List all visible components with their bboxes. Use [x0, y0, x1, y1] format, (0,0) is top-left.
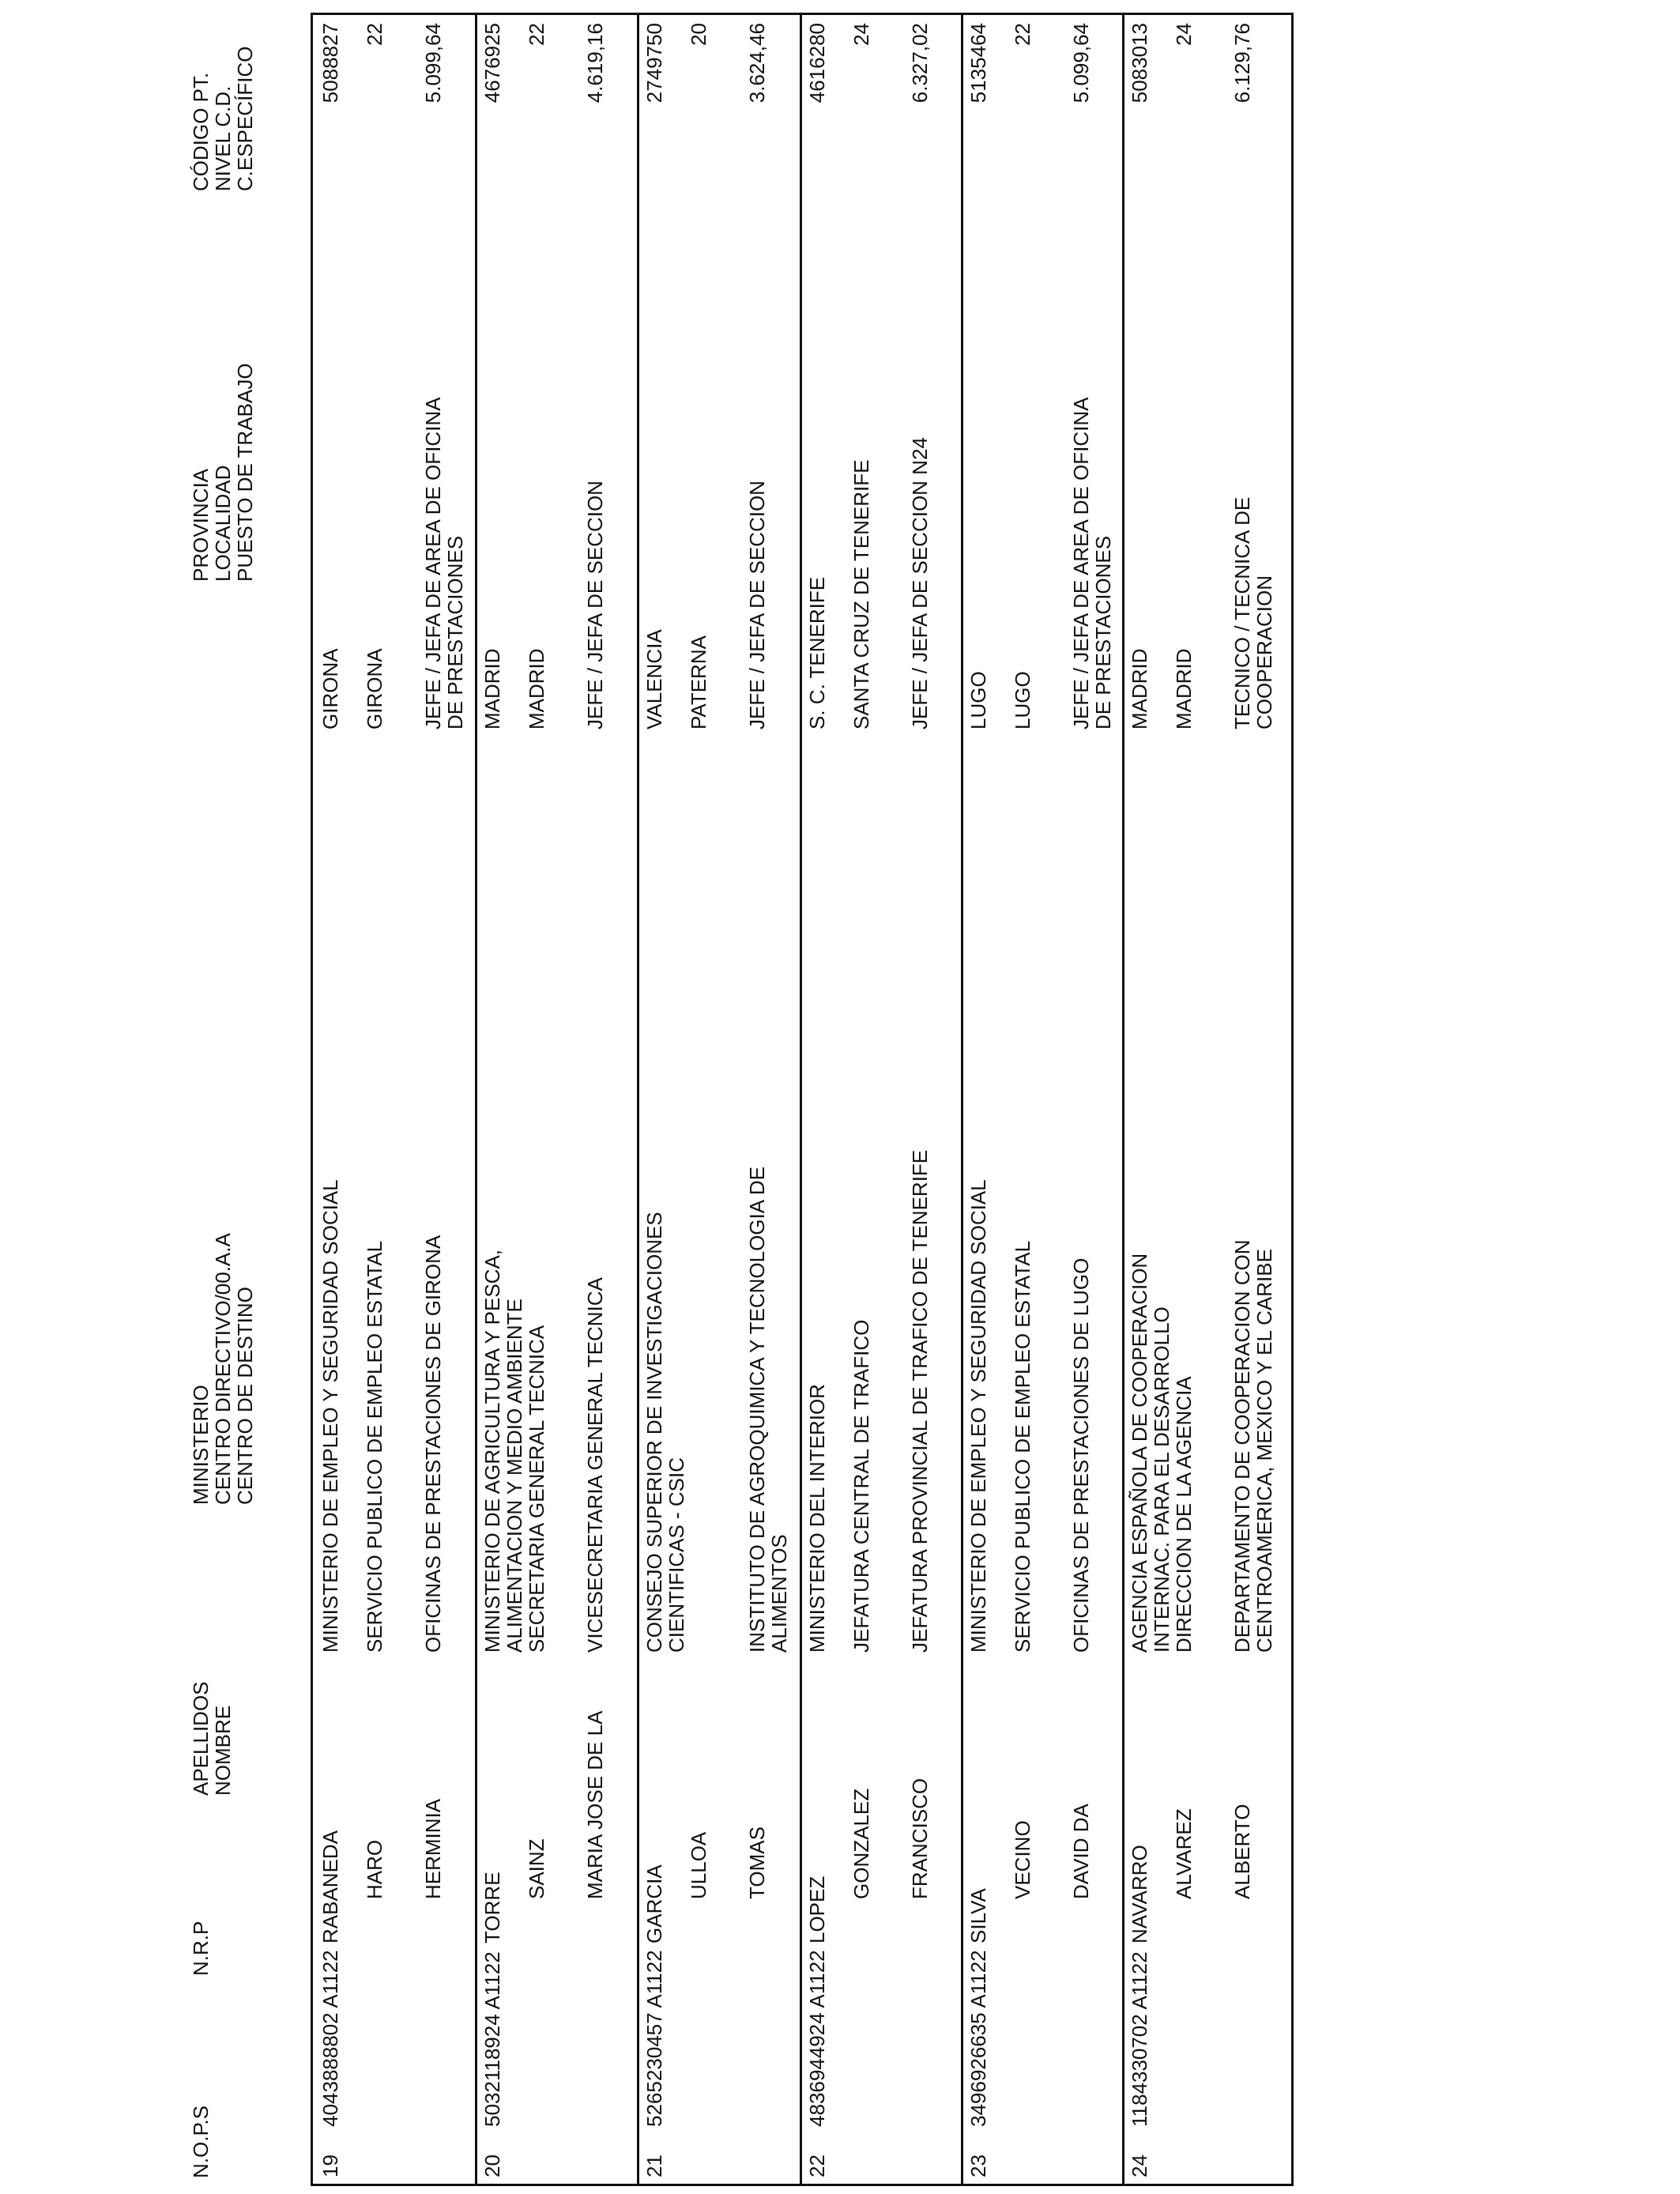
record-code: 5083013 [1128, 23, 1151, 104]
record-nops: 19 [318, 2154, 342, 2177]
record-name-part: SAINZ [525, 1838, 548, 1899]
record-nops: 22 [805, 2154, 829, 2177]
row-separator [475, 15, 477, 2184]
record-name-part: SILVA [966, 1888, 990, 1943]
record-name-part: ULLOA [687, 1831, 710, 1899]
record-nrp: 5032118924 A1122 [480, 1951, 504, 2127]
header-nops: N.O.P.S [189, 2105, 213, 2178]
record-place: MADRID [525, 648, 548, 729]
record-name-part: VECINO [1011, 1820, 1034, 1899]
header-nrp: N.R.P [189, 1921, 213, 1976]
record-nops: 21 [642, 2154, 666, 2177]
record-name-part: ALBERTO [1230, 1804, 1254, 1899]
record-org: MINISTERIO DE AGRICULTURA Y PESCA, ALIMENTACION Y MEDIO AMBIENTE [480, 1249, 526, 1653]
record-code: 20 [687, 23, 710, 46]
record-name-part: LOPEZ [805, 1875, 829, 1943]
record-name-part: ALVAREZ [1172, 1808, 1196, 1899]
record-code: 4616280 [805, 23, 829, 104]
record-code: 3.624,46 [745, 23, 769, 104]
header-provincia: PROVINCIA LOCALIDAD PUESTO DE TRABAJO [189, 363, 257, 582]
record-nrp: 3496926635 A1122 [966, 1950, 990, 2127]
record-name-part: NAVARRO [1128, 1845, 1151, 1943]
record-org: MINISTERIO DE EMPLEO Y SEGURIDAD SOCIAL [966, 1179, 990, 1653]
record-name-part: GONZALEZ [849, 1788, 873, 1899]
record-code: 6.327,02 [908, 23, 932, 104]
record-place: TECNICO / TECNICA DE COOPERACION [1230, 496, 1276, 729]
record-code: 22 [363, 23, 386, 46]
record-org: MINISTERIO DE EMPLEO Y SEGURIDAD SOCIAL [318, 1179, 342, 1653]
record-place: VALENCIA [642, 629, 666, 729]
record-place: SANTA CRUZ DE TENERIFE [849, 459, 873, 729]
record-place: JEFE / JEFA DE SECCION [745, 481, 769, 729]
record-nops: 23 [966, 2154, 990, 2177]
personnel-table [311, 13, 1294, 2186]
row-separator [961, 15, 963, 2184]
record-org: DEPARTAMENTO DE COOPERACION CON CENTROAMERICA, MEXICO Y EL CARIBE [1230, 1239, 1276, 1653]
record-code: 2749750 [642, 23, 666, 104]
record-org: SECRETARIA GENERAL TECNICA [525, 1325, 548, 1653]
record-org: JEFATURA PROVINCIAL DE TRAFICO DE TENERIFE [908, 1149, 932, 1653]
record-place: JEFE / JEFA DE AREA DE OFICINA DE PRESTACIONES [1069, 398, 1115, 729]
record-name-part: MARIA JOSE DE LA [583, 1710, 607, 1899]
record-place: MADRID [480, 648, 504, 729]
record-org: MINISTERIO DEL INTERIOR [805, 1384, 829, 1653]
record-code: 5.099,64 [1069, 23, 1093, 104]
record-place: LUGO [966, 671, 990, 729]
row-separator [637, 15, 639, 2184]
record-org: JEFATURA CENTRAL DE TRAFICO [849, 1319, 873, 1653]
record-org: INSTITUTO DE AGROQUIMICA Y TECNOLOGIA DE ALIMENTOS [745, 1167, 791, 1653]
record-name-part: HARO [363, 1839, 386, 1899]
record-name-part: TORRE [480, 1872, 504, 1943]
record-place: JEFE / JEFA DE SECCION N24 [908, 437, 932, 729]
record-code: 22 [525, 23, 548, 46]
record-place: GIRONA [363, 648, 386, 729]
record-org: OFICINAS DE PRESTACIONES DE LUGO [1069, 1257, 1093, 1653]
header-apellidos: APELLIDOS NOMBRE [189, 1681, 235, 1796]
record-place: JEFE / JEFA DE SECCION [583, 481, 607, 729]
row-separator [1122, 15, 1124, 2184]
record-code: 5088827 [318, 23, 342, 104]
record-code: 4.619,16 [583, 23, 607, 104]
record-nops: 20 [480, 2154, 504, 2177]
record-nops: 24 [1128, 2154, 1151, 2177]
record-place: JEFE / JEFA DE AREA DE OFICINA DE PRESTACIONES [421, 398, 467, 729]
record-org: SERVICIO PUBLICO DE EMPLEO ESTATAL [1011, 1240, 1034, 1653]
record-nrp: 4836944924 A1122 [805, 1950, 829, 2127]
record-org: AGENCIA ESPAÑOLA DE COOPERACION INTERNAC. PARA EL DESARROLLO [1128, 1253, 1173, 1653]
header-codigo: CÓDIGO PT. NIVEL C.D. C.ESPECÍFICO [189, 46, 257, 191]
record-place: LUGO [1011, 671, 1034, 729]
record-org: SERVICIO PUBLICO DE EMPLEO ESTATAL [363, 1240, 386, 1653]
header-ministerio: MINISTERIO CENTRO DIRECTIVO/00.A.A CENTRO DE DESTINO [189, 1233, 257, 1505]
record-name-part: DAVID DA [1069, 1804, 1093, 1899]
record-code: 24 [1172, 23, 1196, 46]
record-code: 5135464 [966, 23, 990, 104]
row-separator [800, 15, 802, 2184]
record-place: MADRID [1172, 648, 1196, 729]
record-place: S. C. TENERIFE [805, 576, 829, 729]
record-org: CONSEJO SUPERIOR DE INVESTIGACIONES CIENTIFICAS - CSIC [642, 1212, 688, 1653]
record-nrp: 4043888802 A1122 [318, 1950, 342, 2127]
record-code: 4676925 [480, 23, 504, 104]
record-org: DIRECCION DE LA AGENCIA [1172, 1376, 1196, 1653]
record-name-part: GARCIA [642, 1864, 666, 1943]
record-code: 22 [1011, 23, 1034, 46]
record-code: 24 [849, 23, 873, 46]
record-org: VICESECRETARIA GENERAL TECNICA [583, 1277, 607, 1653]
record-name-part: RABANEDA [318, 1830, 342, 1943]
record-name-part: TOMAS [745, 1826, 769, 1899]
record-place: PATERNA [687, 635, 710, 729]
record-place: GIRONA [318, 648, 342, 729]
record-place: MADRID [1128, 648, 1151, 729]
record-name-part: HERMINIA [421, 1798, 445, 1899]
record-code: 5.099,64 [421, 23, 445, 104]
record-nrp: 5265230457 A1122 [642, 1950, 666, 2127]
record-org: OFICINAS DE PRESTACIONES DE GIRONA [421, 1235, 445, 1653]
record-code: 6.129,76 [1230, 23, 1254, 104]
record-nrp: 1184330702 A1122 [1128, 1951, 1151, 2127]
record-name-part: FRANCISCO [908, 1777, 932, 1899]
